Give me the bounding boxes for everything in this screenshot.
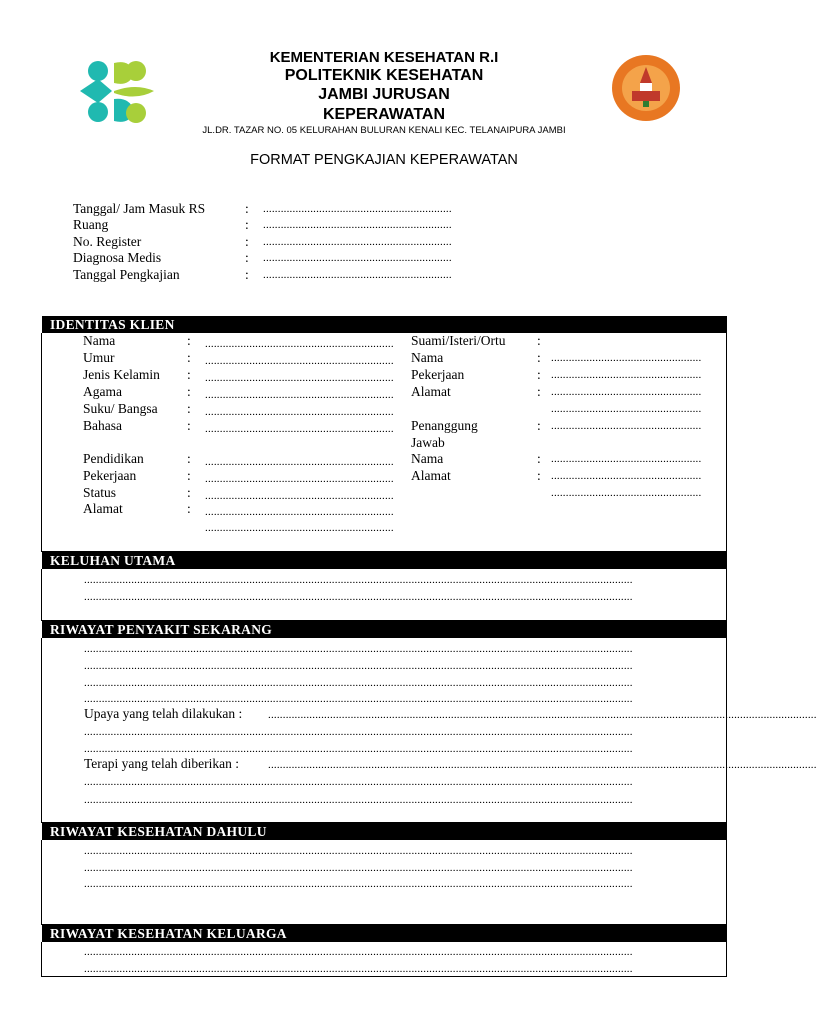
institution-name: POLITEKNIK KESEHATAN [284,67,484,84]
ministry-name: KEMENTERIAN KESEHATAN R.I [269,49,499,66]
dahulu-line[interactable]: .......................................................................................................................................................................................... [84,878,633,890]
terapi-line[interactable]: .......................................................................................................................................................................................... [268,759,817,771]
top-field-colon: : [245,267,249,282]
pekerjaan-ortu-dots[interactable]: ................................................... [551,369,702,381]
alamat-ortu-colon: : [537,384,541,399]
alamat-ortu-dots-2[interactable]: ................................................... [551,403,702,415]
identitas-dots[interactable]: ................................................................ [205,456,394,468]
alamat-pj-colon: : [537,468,541,483]
top-field-dots[interactable]: ................................................................ [263,203,452,215]
terapi-line[interactable]: .......................................................................................................................................................................................... [84,776,633,788]
alamat-pj-label: Alamat [411,468,451,483]
riwayat-line[interactable]: .......................................................................................................................................................................................... [84,643,633,655]
nama-pj-label: Nama [411,451,444,466]
section-riwayat-keluarga: RIWAYAT KESEHATAN KELUARGA [42,925,727,942]
identitas-label: Jenis Kelamin [83,367,160,382]
penanggung-dots[interactable]: ................................................... [551,420,702,432]
penanggung-colon: : [537,418,541,433]
identitas-dots[interactable]: ................................................................ [205,372,394,384]
identitas-label: Nama [83,333,116,348]
nama-pj-dots[interactable]: ................................................... [551,453,702,465]
upaya-line[interactable]: .......................................................................................................................................................................................... [84,726,633,738]
alamat-extra-dots[interactable]: ................................................................ [205,522,394,534]
identitas-dots[interactable]: ................................................................ [205,490,394,502]
identitas-colon: : [187,401,191,416]
top-field-dots[interactable]: ................................................................ [263,252,452,264]
identitas-colon: : [187,468,191,483]
top-field-colon: : [245,217,249,232]
alamat-ortu-label: Alamat [411,384,451,399]
penanggung-label: Penanggung [411,418,478,433]
department-name: KEPERAWATAN [322,106,446,123]
top-field-dots[interactable]: ................................................................ [263,269,452,281]
riwayat-line[interactable]: .......................................................................................................................................................................................... [84,677,633,689]
identitas-dots[interactable]: ................................................................ [205,338,394,350]
jawab-label: Jawab [411,435,445,450]
address: JL.DR. TAZAR NO. 05 KELURAHAN BULURAN KENALI KEC. TELANAIPURA JAMBI [202,125,566,136]
dahulu-line[interactable]: .......................................................................................................................................................................................... [84,845,633,857]
section-keluhan-utama: KELUHAN UTAMA [42,552,727,569]
identitas-label: Umur [83,350,115,365]
upaya-line[interactable]: .......................................................................................................................................................................................... [84,743,633,755]
upaya-label: Upaya yang telah dilakukan : [84,706,243,721]
alamat-pj-dots-2[interactable]: ................................................... [551,487,702,499]
riwayat-line[interactable]: .......................................................................................................................................................................................... [84,660,633,672]
identitas-colon: : [187,451,191,466]
identitas-label: Bahasa [83,418,122,433]
keluarga-line[interactable]: .......................................................................................................................................................................................... [84,946,633,958]
pekerjaan-ortu-colon: : [537,367,541,382]
keluarga-line[interactable]: .......................................................................................................................................................................................... [84,963,633,975]
section-identitas-klien: IDENTITAS KLIEN [42,316,727,333]
identitas-label: Pendidikan [83,451,144,466]
identitas-dots[interactable]: ................................................................ [205,423,394,435]
identitas-colon: : [187,501,191,516]
identitas-colon: : [187,333,191,348]
upaya-line[interactable]: .......................................................................................................................................................................................... [268,709,817,721]
top-field-label: Ruang [73,217,109,232]
riwayat-line[interactable]: .......................................................................................................................................................................................... [84,693,633,705]
top-field-colon: : [245,250,249,265]
section-riwayat-sekarang: RIWAYAT PENYAKIT SEKARANG [42,621,727,638]
identitas-label: Pekerjaan [83,468,137,483]
pekerjaan-ortu-label: Pekerjaan [411,367,465,382]
identitas-colon: : [187,350,191,365]
identitas-colon: : [187,384,191,399]
top-field-dots[interactable]: ................................................................ [263,219,452,231]
identitas-dots[interactable]: ................................................................ [205,389,394,401]
dahulu-line[interactable]: .......................................................................................................................................................................................... [84,862,633,874]
top-field-label: Tanggal Pengkajian [73,267,180,282]
identitas-colon: : [187,367,191,382]
keluhan-line[interactable]: .......................................................................................................................................................................................... [84,574,633,586]
identitas-dots[interactable]: ................................................................ [205,506,394,518]
identitas-label: Alamat [83,501,123,516]
form-title: FORMAT PENGKAJIAN KEPERAWATAN [250,152,518,168]
identitas-colon: : [187,418,191,433]
identitas-label: Status [83,485,117,500]
nama-pj-colon: : [537,451,541,466]
identitas-label: Suku/ Bangsa [83,401,158,416]
institution-city: JAMBI JURUSAN [318,86,450,103]
top-field-dots[interactable]: ................................................................ [263,236,452,248]
identitas-label: Agama [83,384,122,399]
identitas-dots[interactable]: ................................................................ [205,355,394,367]
terapi-line[interactable]: .......................................................................................................................................................................................... [84,794,633,806]
identitas-dots[interactable]: ................................................................ [205,473,394,485]
identitas-dots[interactable]: ................................................................ [205,406,394,418]
top-field-label: No. Register [73,234,142,249]
terapi-label: Terapi yang telah diberikan : [84,756,239,771]
suami-colon: : [537,333,541,348]
alamat-pj-dots[interactable]: ................................................... [551,470,702,482]
top-field-label: Diagnosa Medis [73,250,162,265]
alamat-ortu-dots[interactable]: ................................................... [551,386,702,398]
keluhan-line[interactable]: .......................................................................................................................................................................................... [84,591,633,603]
top-field-colon: : [245,201,249,216]
nama-ortu-label: Nama [411,350,444,365]
nama-ortu-colon: : [537,350,541,365]
top-field-label: Tanggal/ Jam Masuk RS [73,201,206,216]
identitas-colon: : [187,485,191,500]
nama-ortu-dots[interactable]: ................................................... [551,352,702,364]
section-riwayat-dahulu: RIWAYAT KESEHATAN DAHULU [42,823,727,840]
top-field-colon: : [245,234,249,249]
suami-label: Suami/Isteri/Ortu [411,333,506,348]
